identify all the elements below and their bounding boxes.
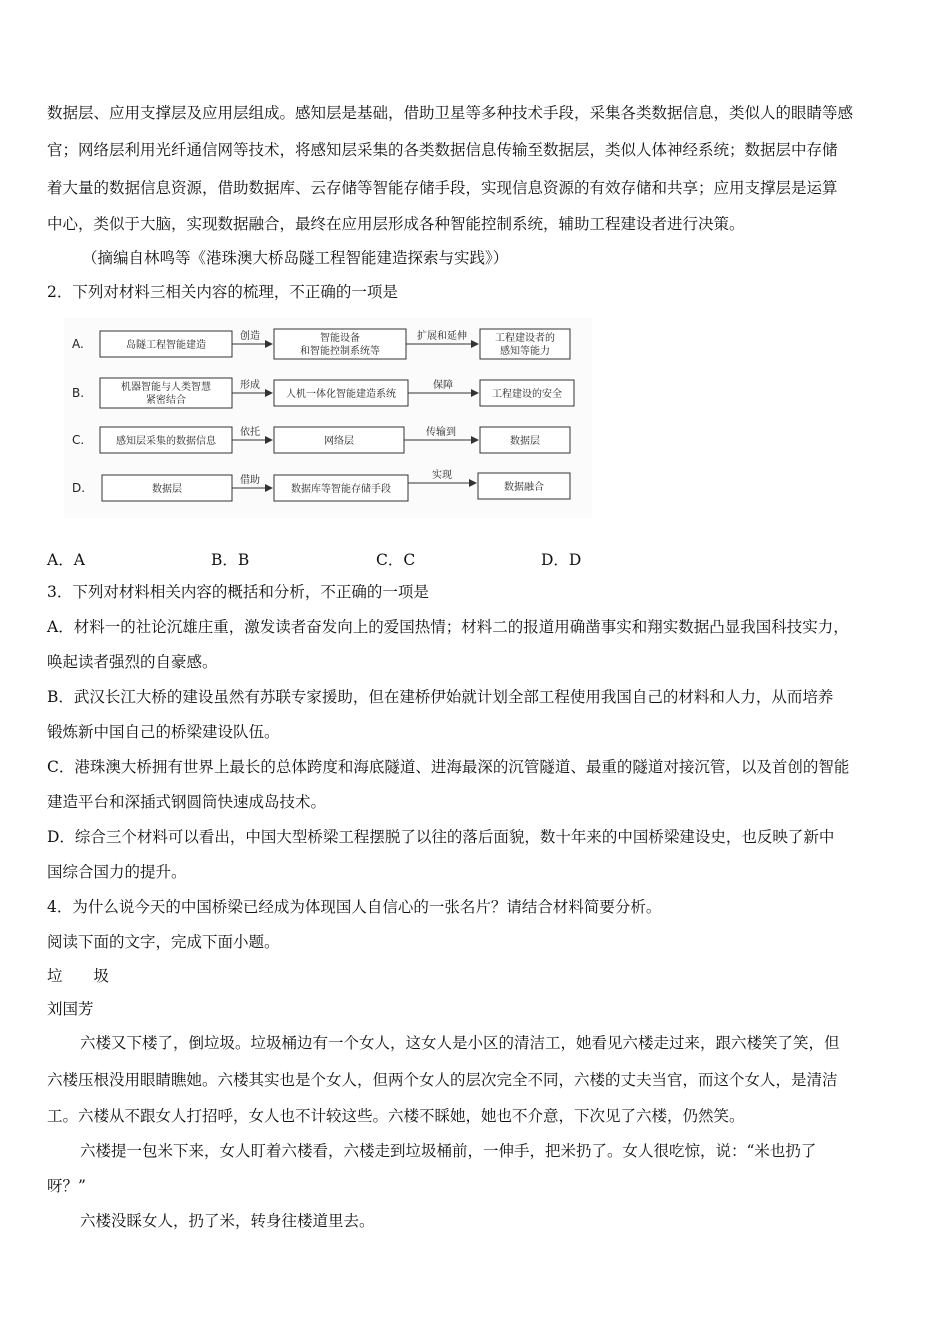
row-c-box-2-text: 网络层 [324, 436, 354, 447]
row-c-box-1-text: 感知层采集的数据信息 [116, 436, 216, 447]
story-title: 垃 圾 [47, 967, 110, 985]
row-b-letter: B. [72, 386, 85, 400]
question-3-line: 锻炼新中国自己的桥梁建设队伍。 [47, 723, 280, 741]
row-d-box-1-text: 数据层 [152, 484, 182, 495]
reading-instruction: 阅读下面的文字，完成下面小题。 [47, 933, 280, 951]
row-a-arrow-1-label: 创造 [240, 331, 260, 342]
flow-diagram-svg [64, 318, 592, 518]
row-b-box-3-text: 工程建设的安全 [492, 389, 562, 400]
question-3-stem: 3．下列对材料相关内容的概括和分析，不正确的一项是 [47, 583, 429, 601]
flow-diagram [64, 318, 592, 518]
option-c[interactable]: C．C [376, 551, 416, 569]
question-4: 4．为什么说今天的中国桥梁已经成为体现国人自信心的一张名片？请结合材料简要分析。 [47, 898, 662, 916]
row-a-box-2-text-2: 和智能控制系统等 [300, 346, 380, 357]
story-line: 六楼压根没用眼睛瞧她。六楼其实也是个女人，但两个女人的层次完全不同，六楼的丈夫当官，而这个女人，是清洁 [47, 1071, 838, 1089]
row-a-letter: A. [72, 337, 84, 351]
row-d-box-2-text: 数据库等智能存储手段 [291, 484, 391, 495]
row-b-box-1-text-2: 紧密结合 [146, 395, 186, 406]
passage-line: 数据层、应用支撑层及应用层组成。感知层是基础，借助卫星等多种技术手段，采集各类数据信息，类似人的眼睛等感 [47, 104, 854, 122]
source-note: （摘编自林鸣等《港珠澳大桥岛隧工程智能建造探索与实践》） [82, 249, 509, 267]
story-line: 工。六楼从不跟女人打招呼，女人也不计较这些。六楼不睬她，她也不介意，下次见了六楼，仍然笑。 [47, 1107, 745, 1125]
row-a-arrow-2-label: 扩展和延伸 [417, 331, 467, 342]
row-d-letter: D. [72, 481, 86, 495]
passage-line: 官；网络层利用光纤通信网等技术，将感知层采集的各类数据信息传输至数据层，类似人体神经系统；数据层中存储 [47, 141, 838, 159]
question-3-line: 唤起读者强烈的自豪感。 [47, 653, 218, 671]
question-3-line: 国综合国力的提升。 [47, 863, 187, 881]
row-a-box-1-text: 岛隧工程智能建造 [126, 340, 206, 351]
passage-line: 中心，类似于大脑，实现数据融合，最终在应用层形成各种智能控制系统，辅助工程建设者进行决策。 [47, 215, 745, 233]
row-c-arrow-1-label: 依托 [240, 427, 260, 438]
row-c-arrow-2-label: 传输到 [426, 427, 456, 438]
story-line: 六楼没睬女人，扔了米，转身往楼道里去。 [80, 1212, 375, 1230]
question-3-line: B．武汉长江大桥的建设虽然有苏联专家援助，但在建桥伊始就计划全部工程使用我国自己的材料和人力，从而培养 [47, 688, 834, 706]
row-b-arrow-2-label: 保障 [433, 380, 453, 391]
story-author: 刘国芳 [47, 1000, 94, 1018]
question-3-line: D．综合三个材料可以看出，中国大型桥梁工程摆脱了以往的落后面貌，数十年来的中国桥梁建设史，也反映了新中 [47, 828, 835, 846]
row-b-box-2-text: 人机一体化智能建造系统 [286, 389, 396, 400]
question-3-line: A．材料一的社论沉雄庄重，激发读者奋发向上的爱国热情；材料二的报道用确凿事实和翔实数据凸显我国科技实力， [47, 618, 849, 636]
row-a-box-3-text-1: 工程建设者的 [495, 333, 555, 344]
story-line: 六楼提一包米下来，女人盯着六楼看，六楼走到垃圾桶前，一伸手，把米扔了。女人很吃惊，说：“米也扔了 [80, 1142, 817, 1160]
question-3-line: C．港珠澳大桥拥有世界上最长的总体跨度和海底隧道、进海最深的沉管隧道、最重的隧道对接沉管，以及首创的智能 [47, 758, 850, 776]
passage-line: 着大量的数据信息资源，借助数据库、云存储等智能存储手段，实现信息资源的有效存储和共享；应用支撑层是运算 [47, 179, 838, 197]
row-c-letter: C. [72, 433, 85, 447]
option-b[interactable]: B．B [211, 551, 250, 569]
option-d[interactable]: D．D [541, 551, 582, 569]
row-d-arrow-1-label: 借助 [240, 475, 260, 486]
row-d-arrow-2-label: 实现 [432, 470, 452, 481]
question-2-stem: 2．下列对材料三相关内容的梳理，不正确的一项是 [47, 283, 398, 301]
option-a[interactable]: A．A [47, 551, 85, 569]
story-line: 呀？” [47, 1177, 86, 1195]
question-3-line: 建造平台和深插式钢圆筒快速成岛技术。 [47, 793, 327, 811]
question-2-options [47, 548, 807, 570]
story-line: 六楼又下楼了，倒垃圾。垃圾桶边有一个女人，这女人是小区的清洁工，她看见六楼走过来，跟六楼笑了笑，但 [80, 1034, 840, 1052]
row-b-arrow-1-label: 形成 [240, 380, 260, 391]
row-a-box-3-text-2: 感知等能力 [500, 346, 550, 357]
row-d-box-3-text: 数据融合 [504, 482, 544, 493]
row-a-box-2-text-1: 智能设备 [320, 333, 360, 344]
row-c-box-3-text: 数据层 [510, 436, 540, 447]
row-b-box-1-text-1: 机器智能与人类智慧 [121, 382, 211, 393]
